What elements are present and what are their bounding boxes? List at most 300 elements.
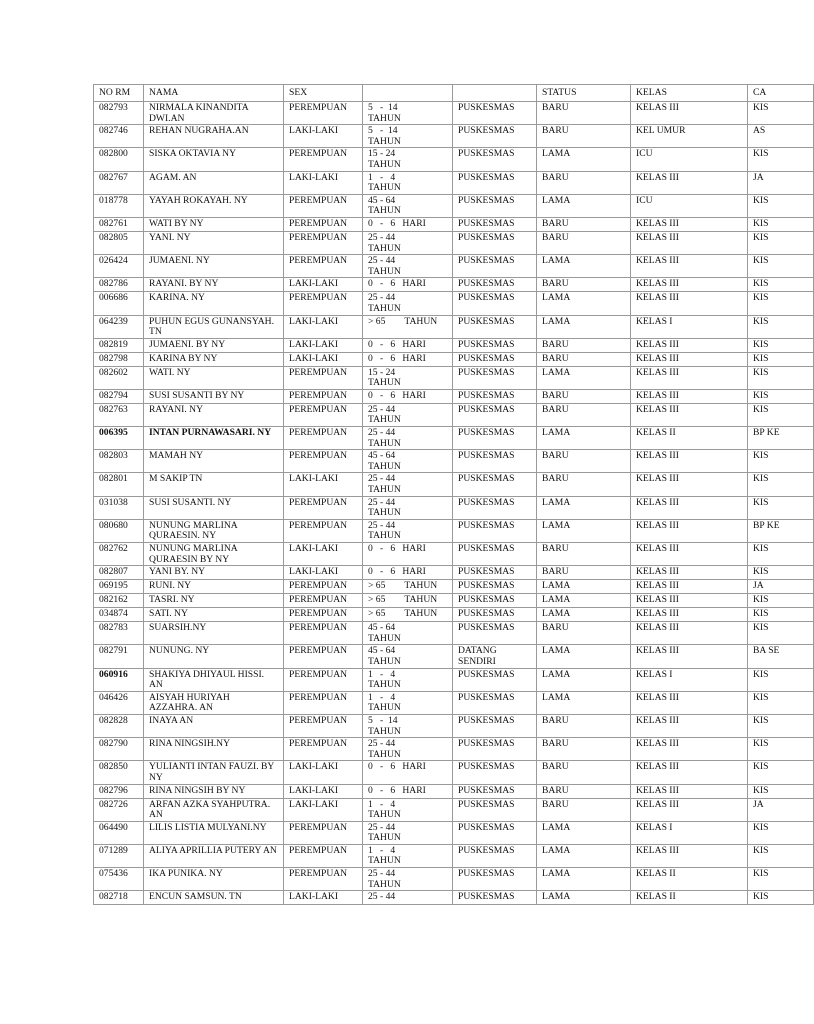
table-row (94, 427, 814, 450)
header-asal (453, 85, 537, 102)
cell-status: LAMA (537, 194, 631, 217)
age-range: > 65 TAHUN (368, 580, 438, 592)
cell-sex: PEREMPUAN (284, 231, 363, 254)
cell-cara-bayar: KIS (748, 102, 814, 125)
cell-kelas: KELAS III (631, 714, 748, 737)
cell-kelas: KELAS III (631, 389, 748, 403)
cell-no-rm: 082819 (94, 338, 144, 352)
cell-kelas: KELAS III (631, 102, 748, 125)
cell-nama: RINA NINGSIH.NY (144, 738, 284, 761)
cell-kelas: KELAS III (631, 738, 748, 761)
header-sex: SEX (284, 85, 363, 102)
cell-asal: PUSKESMAS (453, 543, 537, 566)
table-row (94, 194, 814, 217)
cell-cara-bayar: KIS (748, 844, 814, 867)
cell-no-rm: 006686 (94, 292, 144, 315)
cell-asal: PUSKESMAS (453, 761, 537, 784)
cell-nama: M SAKIP TN (144, 473, 284, 496)
cell-status: BARU (537, 338, 631, 352)
cell-sex: PEREMPUAN (284, 714, 363, 737)
cell-status: BARU (537, 403, 631, 426)
cell-asal: PUSKESMAS (453, 450, 537, 473)
cell-umur (363, 784, 453, 798)
cell-no-rm: 069195 (94, 580, 144, 594)
cell-kelas: KELAS II (631, 868, 748, 891)
cell-asal: PUSKESMAS (453, 315, 537, 338)
cell-cara-bayar: KIS (748, 566, 814, 580)
cell-cara-bayar: KIS (748, 389, 814, 403)
table-row (94, 821, 814, 844)
cell-no-rm: 031038 (94, 496, 144, 519)
cell-kelas: KELAS III (631, 171, 748, 194)
age-range: 45 - 64 (368, 645, 396, 657)
cell-sex: PEREMPUAN (284, 148, 363, 171)
cell-status: LAMA (537, 427, 631, 450)
cell-status: LAMA (537, 594, 631, 608)
cell-kelas: KELAS III (631, 580, 748, 594)
cell-sex: PEREMPUAN (284, 691, 363, 714)
cell-asal: PUSKESMAS (453, 714, 537, 737)
cell-sex: LAKI-LAKI (284, 473, 363, 496)
cell-asal: PUSKESMAS (453, 102, 537, 125)
cell-no-rm: 082762 (94, 543, 144, 566)
age-range: 25 - 44 (368, 473, 396, 485)
cell-kelas: KELAS I (631, 315, 748, 338)
cell-nama: AGAM. AN (144, 171, 284, 194)
table-row (94, 608, 814, 622)
cell-kelas: ICU (631, 194, 748, 217)
cell-sex: PEREMPUAN (284, 580, 363, 594)
age-unit: TAHUN (368, 158, 401, 170)
cell-status: LAMA (537, 868, 631, 891)
cell-kelas: KELAS III (631, 338, 748, 352)
cell-nama: IKA PUNIKA. NY (144, 868, 284, 891)
cell-kelas: KELAS III (631, 278, 748, 292)
age-range: 45 - 64 (368, 450, 396, 462)
cell-cara-bayar: KIS (748, 315, 814, 338)
cell-umur (363, 315, 453, 338)
cell-no-rm: 082803 (94, 450, 144, 473)
cell-nama: ENCUN SAMSUN. TN (144, 891, 284, 905)
table-row (94, 217, 814, 231)
cell-umur (363, 338, 453, 352)
cell-status: LAMA (537, 292, 631, 315)
cell-status: LAMA (537, 580, 631, 594)
cell-kelas: KELAS III (631, 231, 748, 254)
cell-sex: PEREMPUAN (284, 255, 363, 278)
cell-nama: YAYAH ROKAYAH. NY (144, 194, 284, 217)
cell-sex: LAKI-LAKI (284, 891, 363, 905)
cell-kelas: KELAS I (631, 821, 748, 844)
age-unit: TAHUN (368, 507, 401, 519)
cell-nama: NUNUNG MARLINA QURAESIN BY NY (144, 543, 284, 566)
cell-umur (363, 580, 453, 594)
cell-asal: PUSKESMAS (453, 231, 537, 254)
header-cara-bayar: CA (748, 85, 814, 102)
table-row (94, 352, 814, 366)
table-row (94, 403, 814, 426)
cell-asal: PUSKESMAS (453, 278, 537, 292)
age-range: 1 - 4 (368, 691, 396, 703)
age-range: 0 - 6 HARI (368, 338, 426, 350)
cell-umur (363, 691, 453, 714)
table-row (94, 543, 814, 566)
cell-sex: PEREMPUAN (284, 366, 363, 389)
cell-no-rm: 006395 (94, 427, 144, 450)
cell-no-rm: 082783 (94, 622, 144, 645)
cell-umur (363, 714, 453, 737)
cell-umur (363, 622, 453, 645)
cell-asal: PUSKESMAS (453, 366, 537, 389)
cell-cara-bayar: KIS (748, 738, 814, 761)
cell-umur (363, 798, 453, 821)
cell-asal: PUSKESMAS (453, 868, 537, 891)
cell-nama: INTAN PURNAWASARI. NY (144, 427, 284, 450)
table-row (94, 691, 814, 714)
cell-asal: PUSKESMAS (453, 125, 537, 148)
cell-no-rm: 018778 (94, 194, 144, 217)
cell-cara-bayar: JA (748, 580, 814, 594)
cell-kelas: KELAS III (631, 352, 748, 366)
cell-cara-bayar: BP KE (748, 427, 814, 450)
cell-umur (363, 645, 453, 668)
cell-sex: PEREMPUAN (284, 738, 363, 761)
age-unit: TAHUN (368, 437, 401, 449)
cell-cara-bayar: KIS (748, 784, 814, 798)
cell-cara-bayar: KIS (748, 594, 814, 608)
age-range: > 65 TAHUN (368, 608, 438, 620)
cell-sex: PEREMPUAN (284, 668, 363, 691)
cell-sex: LAKI-LAKI (284, 352, 363, 366)
cell-no-rm: 082796 (94, 784, 144, 798)
age-range: 5 - 14 (368, 102, 398, 113)
cell-no-rm: 075436 (94, 868, 144, 891)
cell-no-rm: 082790 (94, 738, 144, 761)
cell-kelas: KELAS III (631, 566, 748, 580)
table-row (94, 231, 814, 254)
cell-asal: PUSKESMAS (453, 580, 537, 594)
cell-kelas: KELAS III (631, 784, 748, 798)
cell-kelas: KELAS II (631, 427, 748, 450)
cell-status: BARU (537, 389, 631, 403)
age-range: 0 - 6 HARI (368, 389, 426, 401)
cell-asal: PUSKESMAS (453, 473, 537, 496)
table-row (94, 891, 814, 905)
cell-nama: ALIYA APRILLIA PUTERY AN (144, 844, 284, 867)
cell-nama: NIRMALA KINANDITA DWI.AN (144, 102, 284, 125)
cell-umur (363, 352, 453, 366)
cell-umur (363, 844, 453, 867)
cell-status: BARU (537, 231, 631, 254)
cell-no-rm: 082794 (94, 389, 144, 403)
cell-no-rm: 082793 (94, 102, 144, 125)
cell-kelas: KELAS III (631, 366, 748, 389)
table-row (94, 315, 814, 338)
cell-nama: WATI BY NY (144, 217, 284, 231)
age-unit: TAHUN (368, 182, 401, 194)
age-range: 5 - 14 (368, 125, 398, 137)
age-range: 1 - 4 (368, 844, 396, 856)
cell-asal: PUSKESMAS (453, 594, 537, 608)
table-row (94, 519, 814, 542)
age-unit: TAHUN (368, 265, 401, 277)
cell-sex: LAKI-LAKI (284, 315, 363, 338)
age-range: 25 - 44 (368, 821, 396, 833)
cell-status: BARU (537, 714, 631, 737)
cell-kelas: KELAS III (631, 594, 748, 608)
cell-umur (363, 427, 453, 450)
cell-umur (363, 171, 453, 194)
cell-status: LAMA (537, 645, 631, 668)
table-row (94, 473, 814, 496)
cell-cara-bayar: KIS (748, 450, 814, 473)
cell-status: BARU (537, 352, 631, 366)
age-range: 5 - 14 (368, 714, 398, 726)
cell-kelas: KELAS III (631, 761, 748, 784)
cell-no-rm: 082746 (94, 125, 144, 148)
cell-no-rm: 082786 (94, 278, 144, 292)
cell-sex: LAKI-LAKI (284, 566, 363, 580)
cell-asal: PUSKESMAS (453, 148, 537, 171)
cell-umur (363, 891, 453, 905)
cell-nama: SATI. NY (144, 608, 284, 622)
cell-sex: PEREMPUAN (284, 403, 363, 426)
cell-cara-bayar: KIS (748, 278, 814, 292)
cell-cara-bayar: KIS (748, 543, 814, 566)
age-unit: TAHUN (368, 302, 401, 314)
cell-no-rm: 082763 (94, 403, 144, 426)
cell-asal: PUSKESMAS (453, 622, 537, 645)
cell-sex: PEREMPUAN (284, 389, 363, 403)
table-row (94, 566, 814, 580)
cell-sex: PEREMPUAN (284, 427, 363, 450)
cell-umur (363, 403, 453, 426)
cell-sex: LAKI-LAKI (284, 171, 363, 194)
cell-umur (363, 821, 453, 844)
table-row (94, 798, 814, 821)
cell-no-rm: 082726 (94, 798, 144, 821)
cell-umur (363, 594, 453, 608)
cell-kelas: KELAS III (631, 450, 748, 473)
table-row (94, 255, 814, 278)
table-row (94, 868, 814, 891)
cell-no-rm: 026424 (94, 255, 144, 278)
cell-nama: ARFAN AZKA SYAHPUTRA. AN (144, 798, 284, 821)
cell-nama: RAYANI. NY (144, 403, 284, 426)
cell-status: BARU (537, 543, 631, 566)
age-range: 0 - 6 HARI (368, 761, 426, 773)
cell-no-rm: 082767 (94, 171, 144, 194)
cell-sex: PEREMPUAN (284, 496, 363, 519)
age-range: 15 - 24 (368, 148, 396, 160)
age-range: 25 - 44 (368, 255, 396, 267)
table-row (94, 761, 814, 784)
cell-nama: LILIS LISTIA MULYANI.NY (144, 821, 284, 844)
cell-kelas: KELAS III (631, 496, 748, 519)
cell-asal: PUSKESMAS (453, 171, 537, 194)
cell-asal: PUSKESMAS (453, 194, 537, 217)
age-unit: TAHUN (368, 377, 401, 389)
table-row (94, 784, 814, 798)
cell-kelas: KELAS III (631, 622, 748, 645)
cell-kelas: KELAS I (631, 668, 748, 691)
table-row (94, 148, 814, 171)
age-range: 25 - 44 (368, 231, 396, 243)
cell-asal: PUSKESMAS (453, 292, 537, 315)
cell-kelas: KELAS III (631, 255, 748, 278)
table-row (94, 102, 814, 125)
cell-no-rm: 082791 (94, 645, 144, 668)
age-unit: TAHUN (368, 878, 401, 890)
cell-no-rm: 082602 (94, 366, 144, 389)
cell-umur (363, 608, 453, 622)
table-row (94, 389, 814, 403)
cell-nama: SUSI SUSANTI BY NY (144, 389, 284, 403)
cell-asal: PUSKESMAS (453, 496, 537, 519)
age-range: 0 - 6 HARI (368, 352, 426, 364)
cell-kelas: KELAS III (631, 543, 748, 566)
age-range: 25 - 44 (368, 868, 396, 880)
cell-umur (363, 217, 453, 231)
cell-status: LAMA (537, 496, 631, 519)
cell-asal: PUSKESMAS (453, 738, 537, 761)
age-unit: TAHUN (368, 809, 401, 821)
cell-cara-bayar: KIS (748, 868, 814, 891)
cell-asal: PUSKESMAS (453, 389, 537, 403)
cell-asal: PUSKESMAS (453, 844, 537, 867)
cell-sex: PEREMPUAN (284, 645, 363, 668)
cell-status: BARU (537, 566, 631, 580)
cell-asal: PUSKESMAS (453, 338, 537, 352)
cell-kelas: KELAS III (631, 844, 748, 867)
cell-cara-bayar: KIS (748, 148, 814, 171)
cell-sex: PEREMPUAN (284, 608, 363, 622)
cell-status: LAMA (537, 519, 631, 542)
cell-sex: PEREMPUAN (284, 194, 363, 217)
cell-nama: RAYANI. BY NY (144, 278, 284, 292)
age-unit: TAHUN (368, 832, 401, 844)
cell-sex: PEREMPUAN (284, 217, 363, 231)
cell-sex: PEREMPUAN (284, 519, 363, 542)
cell-asal: PUSKESMAS (453, 352, 537, 366)
cell-asal: PUSKESMAS (453, 519, 537, 542)
cell-cara-bayar: BP KE (748, 519, 814, 542)
cell-cara-bayar: KIS (748, 366, 814, 389)
cell-umur (363, 194, 453, 217)
cell-status: BARU (537, 622, 631, 645)
cell-no-rm: 082798 (94, 352, 144, 366)
cell-cara-bayar: KIS (748, 622, 814, 645)
cell-nama: RUNI. NY (144, 580, 284, 594)
cell-nama: INAYA AN (144, 714, 284, 737)
cell-sex: PEREMPUAN (284, 821, 363, 844)
cell-nama: WATI. NY (144, 366, 284, 389)
cell-umur (363, 543, 453, 566)
age-unit: TAHUN (368, 135, 401, 147)
cell-status: BARU (537, 784, 631, 798)
cell-umur (363, 868, 453, 891)
cell-status: BARU (537, 473, 631, 496)
age-unit: TAHUN (368, 242, 401, 254)
cell-cara-bayar: KIS (748, 496, 814, 519)
table-row (94, 622, 814, 645)
cell-umur (363, 519, 453, 542)
age-range: 0 - 6 HARI (368, 217, 426, 229)
cell-cara-bayar: KIS (748, 292, 814, 315)
cell-cara-bayar: KIS (748, 352, 814, 366)
cell-umur (363, 148, 453, 171)
cell-umur (363, 566, 453, 580)
cell-sex: PEREMPUAN (284, 622, 363, 645)
cell-nama: SUARSIH.NY (144, 622, 284, 645)
cell-status: BARU (537, 125, 631, 148)
header-nama: NAMA (144, 85, 284, 102)
cell-umur (363, 125, 453, 148)
cell-umur (363, 292, 453, 315)
table-row (94, 366, 814, 389)
cell-sex: LAKI-LAKI (284, 125, 363, 148)
cell-sex: PEREMPUAN (284, 594, 363, 608)
table-row (94, 338, 814, 352)
cell-nama: SISKA OKTAVIA NY (144, 148, 284, 171)
cell-cara-bayar: KIS (748, 403, 814, 426)
cell-no-rm: 060916 (94, 668, 144, 691)
cell-cara-bayar: KIS (748, 668, 814, 691)
cell-umur (363, 496, 453, 519)
header-no-rm: NO RM (94, 85, 144, 102)
cell-cara-bayar: AS (748, 125, 814, 148)
cell-kelas: KELAS III (631, 608, 748, 622)
cell-status: BARU (537, 278, 631, 292)
cell-kelas: KELAS III (631, 798, 748, 821)
cell-nama: JUMAENI. BY NY (144, 338, 284, 352)
age-range: 1 - 4 (368, 798, 396, 810)
age-range: 0 - 6 HARI (368, 543, 426, 554)
age-range: 25 - 44 (368, 427, 396, 439)
cell-sex: LAKI-LAKI (284, 338, 363, 352)
age-unit: TAHUN (368, 460, 401, 472)
age-unit: TAHUN (368, 484, 401, 496)
cell-asal: PUSKESMAS (453, 798, 537, 821)
register-sheet (93, 84, 814, 905)
cell-nama: RINA NINGSIH BY NY (144, 784, 284, 798)
cell-nama: KARINA BY NY (144, 352, 284, 366)
age-unit: TAHUN (368, 632, 401, 644)
age-range: 25 - 44 (368, 891, 396, 903)
cell-umur (363, 278, 453, 292)
cell-no-rm: 082850 (94, 761, 144, 784)
cell-umur (363, 761, 453, 784)
cell-status: LAMA (537, 891, 631, 905)
cell-kelas: KELAS III (631, 473, 748, 496)
age-range: 45 - 64 (368, 194, 396, 206)
cell-no-rm: 071289 (94, 844, 144, 867)
cell-no-rm: 082761 (94, 217, 144, 231)
cell-asal: PUSKESMAS (453, 821, 537, 844)
cell-umur (363, 450, 453, 473)
cell-no-rm: 082828 (94, 714, 144, 737)
age-unit: TAHUN (368, 530, 401, 542)
cell-nama: JUMAENI. NY (144, 255, 284, 278)
cell-cara-bayar: KIS (748, 194, 814, 217)
cell-nama: NUNUNG. NY (144, 645, 284, 668)
cell-nama: YANI BY. NY (144, 566, 284, 580)
header-status: STATUS (537, 85, 631, 102)
cell-sex: LAKI-LAKI (284, 784, 363, 798)
cell-kelas: KELAS III (631, 403, 748, 426)
age-unit: TAHUN (368, 855, 401, 867)
age-range: 25 - 44 (368, 496, 396, 508)
